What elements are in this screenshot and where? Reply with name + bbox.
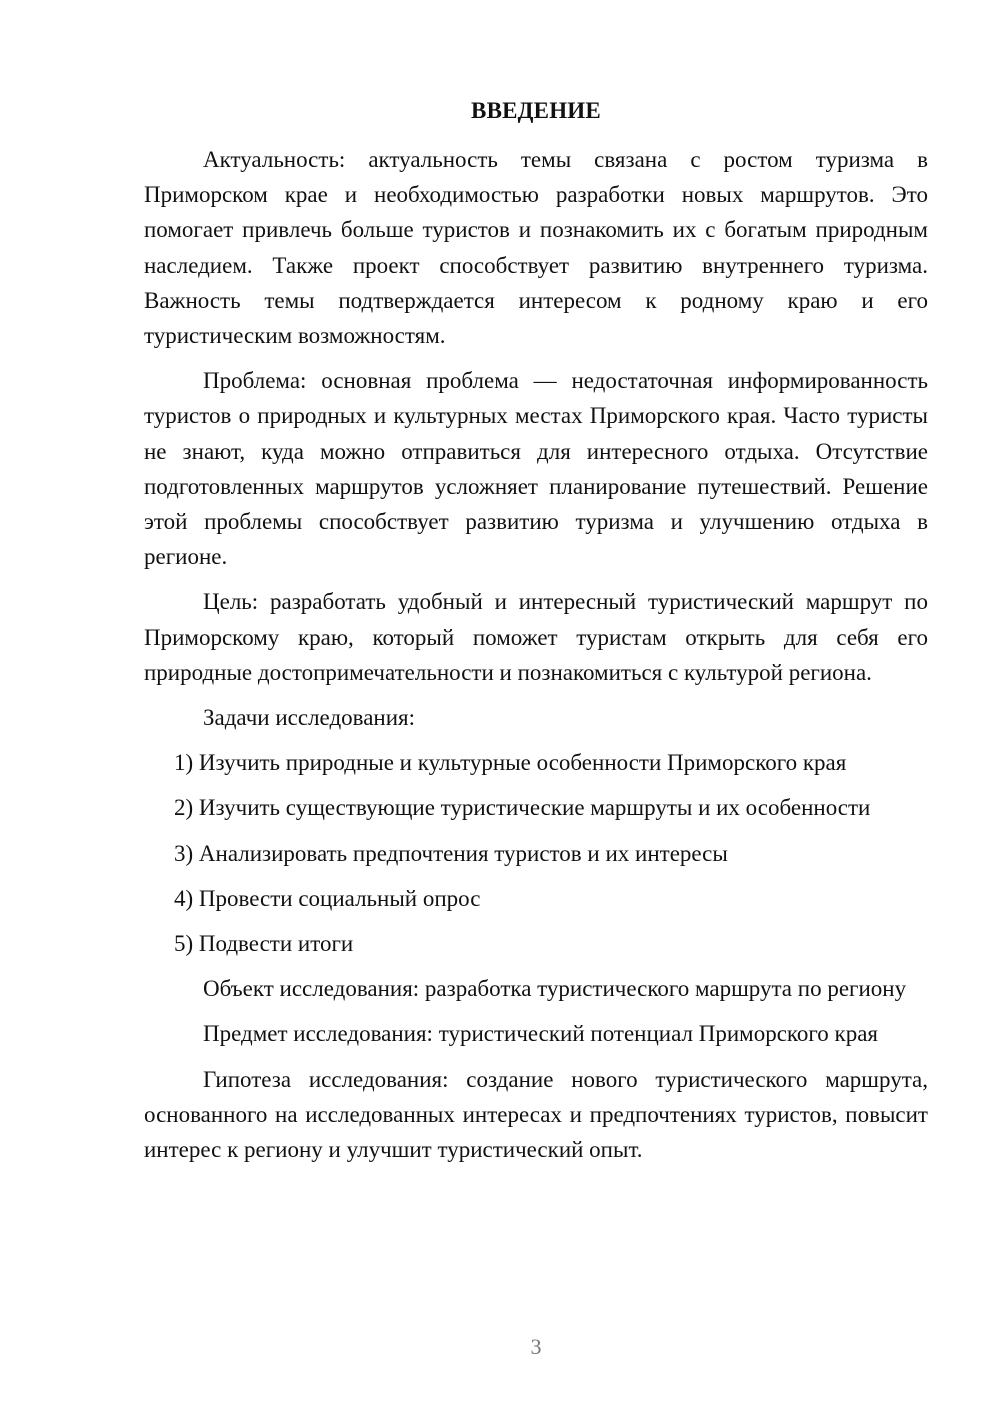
paragraph-goal: Цель: разработать удобный и интересный туристический маршрут по Приморскому краю, который поможет туристам открыть для себя его природные достопримечательности и познакомиться с культурой региона.: [144, 589, 928, 685]
list-item: 4) Провести социальный опрос: [174, 885, 481, 911]
list-item: 2) Изучить существующие туристические маршруты и их особенности: [174, 795, 871, 821]
tasks-heading: Задачи исследования:: [203, 705, 416, 731]
list-item: 5) Подвести итоги: [174, 931, 354, 957]
list-item: 1) Изучить природные и культурные особенности Приморского края: [174, 750, 847, 776]
paragraph-hypothesis: Гипотеза исследования: создание нового туристического маршрута, основанного на исследованных интересах и предпочтениях туристов, повысит интерес к региону и улучшит туристический опыт.: [144, 1066, 928, 1163]
document-body: [144, 142, 928, 1177]
paragraph-object: Объект исследования: разработка туристического маршрута по региону: [203, 976, 907, 1002]
page-number: 3: [530, 1334, 542, 1359]
document-page: [144, 0, 928, 1414]
paragraph-subject: Предмет исследования: туристический потенциал Приморского края: [203, 1021, 879, 1047]
list-item: 3) Анализировать предпочтения туристов и их интересы: [174, 840, 728, 866]
section-title: ВВЕДЕНИЕ: [471, 98, 601, 123]
task-list: [144, 745, 928, 961]
paragraph-problem: Проблема: основная проблема — недостаточная информированность туристов о природных и культурных местах Приморского края. Часто туристы не знают, куда можно отправиться для интересного отдыха. Отсутствие подготовленных маршрутов усложняет планирование путешествий. Решение этой проблемы способствует развитию туризма и улучшению отдыха в регионе.: [144, 368, 928, 570]
paragraph-relevance: Актуальность: актуальность темы связана с ростом туризма в Приморском крае и необходимостью разработки новых маршрутов. Это помогает привлечь больше туристов и познакомить их с богатым природным наследием. Также проект способствует развитию внутреннего туризма. Важность темы подтверждается интересом к родному краю и его туристическим возможностям.: [144, 147, 928, 349]
